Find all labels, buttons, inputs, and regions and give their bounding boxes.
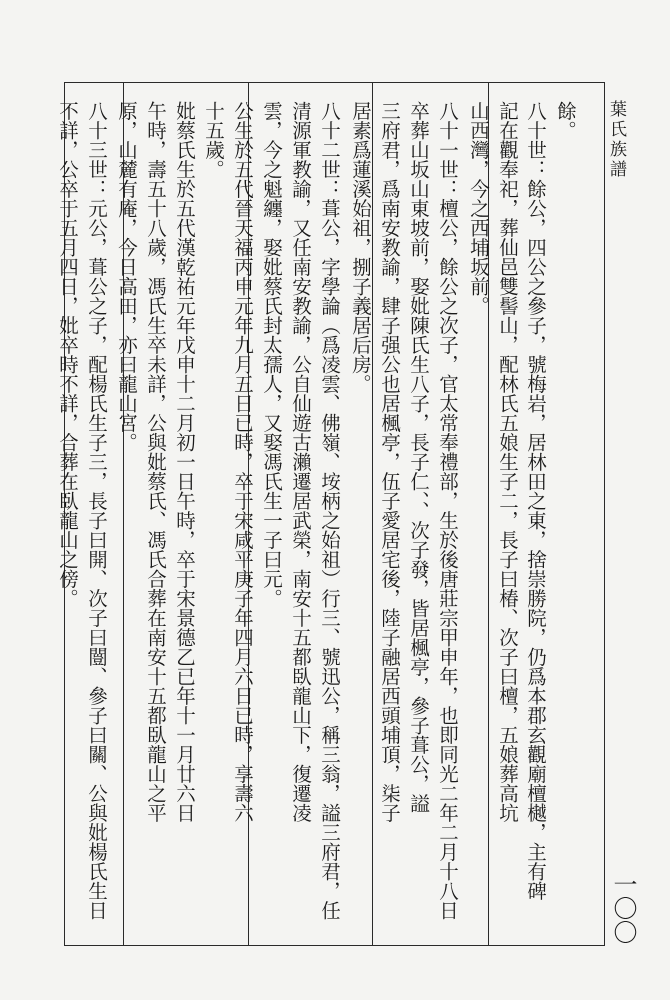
text-column: 記在觀奉祀，葬仙邑雙髻山，配林氏五娘生子二，長子曰椿、次子曰檀，五娘葬高坑 bbox=[496, 101, 519, 823]
text-column: 公生於五代晉天福丙申元年九月五日已時，卒于宋咸平庚子年四月六日已時，享壽六 bbox=[231, 101, 254, 823]
page-number: 一〇〇 bbox=[609, 872, 637, 944]
text-column: 八十三世：元公，葺公之子，配楊氏生子三，長子曰開、次子曰闓、參子曰關、公與妣楊氏生日 bbox=[85, 101, 108, 920]
text-column: 八十二世：葺公，字學論（爲凌雲、佛嶺、垵柄之始祖）行三、號迅公，稱三翁，謚三府君，任 bbox=[318, 101, 341, 920]
text-column: 居素爲蓮溪始祖，捌子義居后房。 bbox=[349, 101, 372, 394]
text-column: 三府君，爲南安教諭，肆子强公也居楓亭，伍子愛居宅後，陸子融居西頭埔頂，柒子 bbox=[378, 101, 401, 823]
text-column: 卒葬山坂山東坡前，娶妣陳氏生八子，長子仁、、次子發，皆居楓亭，參子葺公，謚 bbox=[407, 101, 430, 813]
running-title: 葉氏族譜 bbox=[606, 100, 626, 180]
text-column: 山西灣，今之西埔坂前。 bbox=[467, 101, 490, 316]
text-column: 清源軍教諭，又任南安教諭，公自仙遊古瀨遷居武榮，南安十五都臥龍山下，復遷凌 bbox=[289, 101, 312, 823]
text-column: 妣蔡氏生於五代漢乾祐元年戊申十二月初一日午時，卒于宋景德乙已年十一月廿六日 bbox=[173, 101, 196, 823]
text-column: 餘。 bbox=[554, 101, 577, 140]
page-frame bbox=[56, 82, 605, 946]
text-column: 雲，今之魁纏，娶妣蔡氏封太孺人，又娶馮氏生一子曰元。 bbox=[260, 101, 283, 608]
text-column: 十五歲。 bbox=[202, 101, 225, 179]
text-column: 八十一世：檀公，餘公之次子，官太常奉禮部，生於後唐莊宗甲申年，也即同光二年二月十八日 bbox=[436, 101, 459, 920]
text-column: 原，山麓有庵，今日高田，亦曰龍山宮。 bbox=[115, 101, 138, 452]
text-column: 不詳，公卒于五月四日，妣卒時不詳，合葬在臥龍山之傍。 bbox=[56, 101, 79, 608]
text-column: 八十世：餘公，四公之參子，號梅岩，居林田之東，捨崇勝院，仍爲本郡玄觀廟檀樾，主有碑 bbox=[524, 101, 547, 901]
text-column: 午時，壽五十八歲，馮氏生卒未詳，公與妣蔡氏、馮氏合葬在南安十五都臥龍山之平 bbox=[144, 101, 167, 823]
